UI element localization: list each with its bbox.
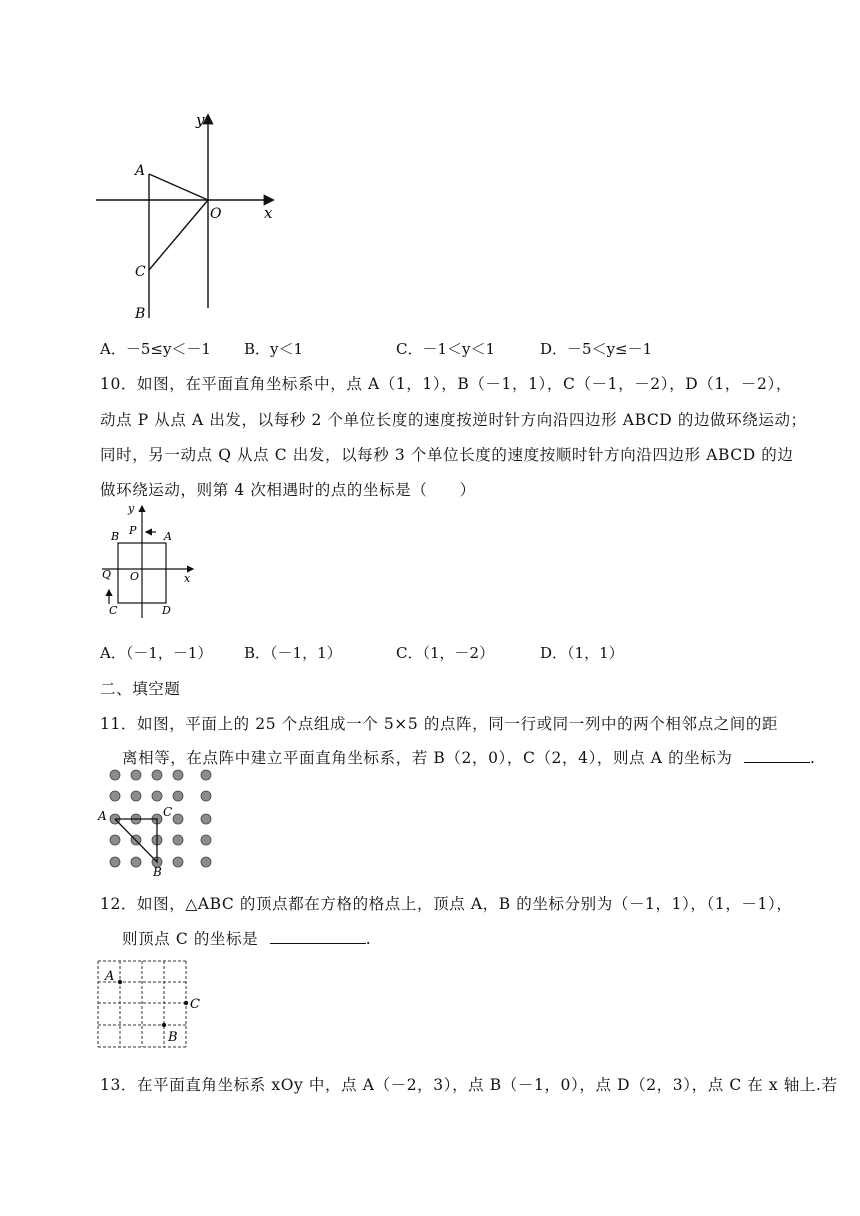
q10-line1: 10．如图，在平面直角坐标系中，点 A（1，1），B（－1，1），C（－1，－2），D（1，－2），: [100, 375, 792, 393]
o-label: O: [130, 570, 140, 583]
c-label: C: [109, 604, 118, 617]
origin-label: O: [210, 206, 222, 222]
point-a-label: A: [135, 163, 146, 179]
y-label: y: [128, 502, 135, 515]
a-label: A: [105, 969, 115, 984]
q10-line4: 做环绕运动，则第 4 次相遇时的点的坐标是（ ）: [100, 481, 476, 499]
p-label: P: [129, 524, 137, 537]
y-label: y: [196, 111, 205, 129]
point-c: [184, 1001, 188, 1005]
q12-line1: 12．如图，△ABC 的顶点都在方格的格点上，顶点 A，B 的坐标分别为（－1，1），（1，－1），: [100, 895, 793, 913]
q10-option-a[interactable]: A．（－1，－1）: [100, 644, 213, 662]
q9-option-d[interactable]: D．－5＜y≤－1: [540, 340, 653, 358]
c-label: C: [190, 997, 200, 1012]
q11-line2: [122, 746, 816, 768]
q12-line2-text: 则顶点 C 的坐标是: [122, 930, 259, 948]
q11-line1: 11．如图，平面上的 25 个点组成一个 5×5 的点阵，同一行或同一列中的两个相邻点之间的距: [100, 715, 779, 733]
q13-line1: 13．在平面直角坐标系 xOy 中，点 A（－2，3），点 B（－1，0），点 D（2，3），点 C 在 x 轴上.若: [100, 1076, 838, 1094]
q10-option-b[interactable]: B．（－1，1）: [244, 644, 342, 662]
q9-option-a[interactable]: A．－5≤y＜－1: [100, 340, 211, 358]
q-label: Q: [102, 568, 112, 581]
q10-line2: 动点 P 从点 A 出发，以每秒 2 个单位长度的速度按逆时针方向沿四边形 ABCD 的边做环绕运动；: [100, 411, 807, 429]
a-label: A: [164, 530, 172, 543]
point-a: [118, 980, 122, 984]
q12-line2-end: .: [365, 930, 372, 948]
segment-ao: [149, 174, 208, 200]
segment-co: [149, 200, 208, 270]
q9-figure: [90, 108, 290, 323]
point-b: [162, 1023, 166, 1027]
q12-answer-blank[interactable]: [270, 929, 366, 944]
q10-option-d[interactable]: D．（1，1）: [540, 644, 624, 662]
q10-figure: [98, 500, 198, 620]
q11-line2-text: 离相等，在点阵中建立平面直角坐标系，若 B（2，0），C（2，4），则点 A 的坐标为: [122, 749, 733, 767]
q12-figure: [96, 958, 206, 1050]
b-label: B: [168, 1030, 178, 1045]
c-label: C: [163, 805, 173, 819]
q9-option-c[interactable]: C．－1＜y＜1: [396, 340, 496, 358]
triangle-abc: [115, 819, 157, 862]
a-label: A: [98, 809, 107, 823]
section-title: 二、填空题: [100, 680, 181, 698]
b-label: B: [153, 865, 162, 876]
x-label: x: [264, 204, 273, 222]
point-b-label: B: [135, 306, 146, 322]
q9-option-b[interactable]: B．y＜1: [244, 340, 304, 358]
q10-option-c[interactable]: C．（1，－2）: [396, 644, 495, 662]
q11-line2-end: .: [810, 749, 816, 767]
q11-figure: [96, 764, 226, 876]
d-label: D: [162, 604, 171, 617]
point-c-label: C: [135, 264, 146, 280]
x-label: x: [184, 572, 191, 585]
b-label: B: [111, 530, 120, 543]
q10-line3: 同时，另一动点 Q 从点 C 出发，以每秒 3 个单位长度的速度按顺时针方向沿四边形 ABCD 的边: [100, 446, 794, 464]
q12-line2: [122, 927, 371, 949]
q11-answer-blank[interactable]: [744, 748, 810, 763]
